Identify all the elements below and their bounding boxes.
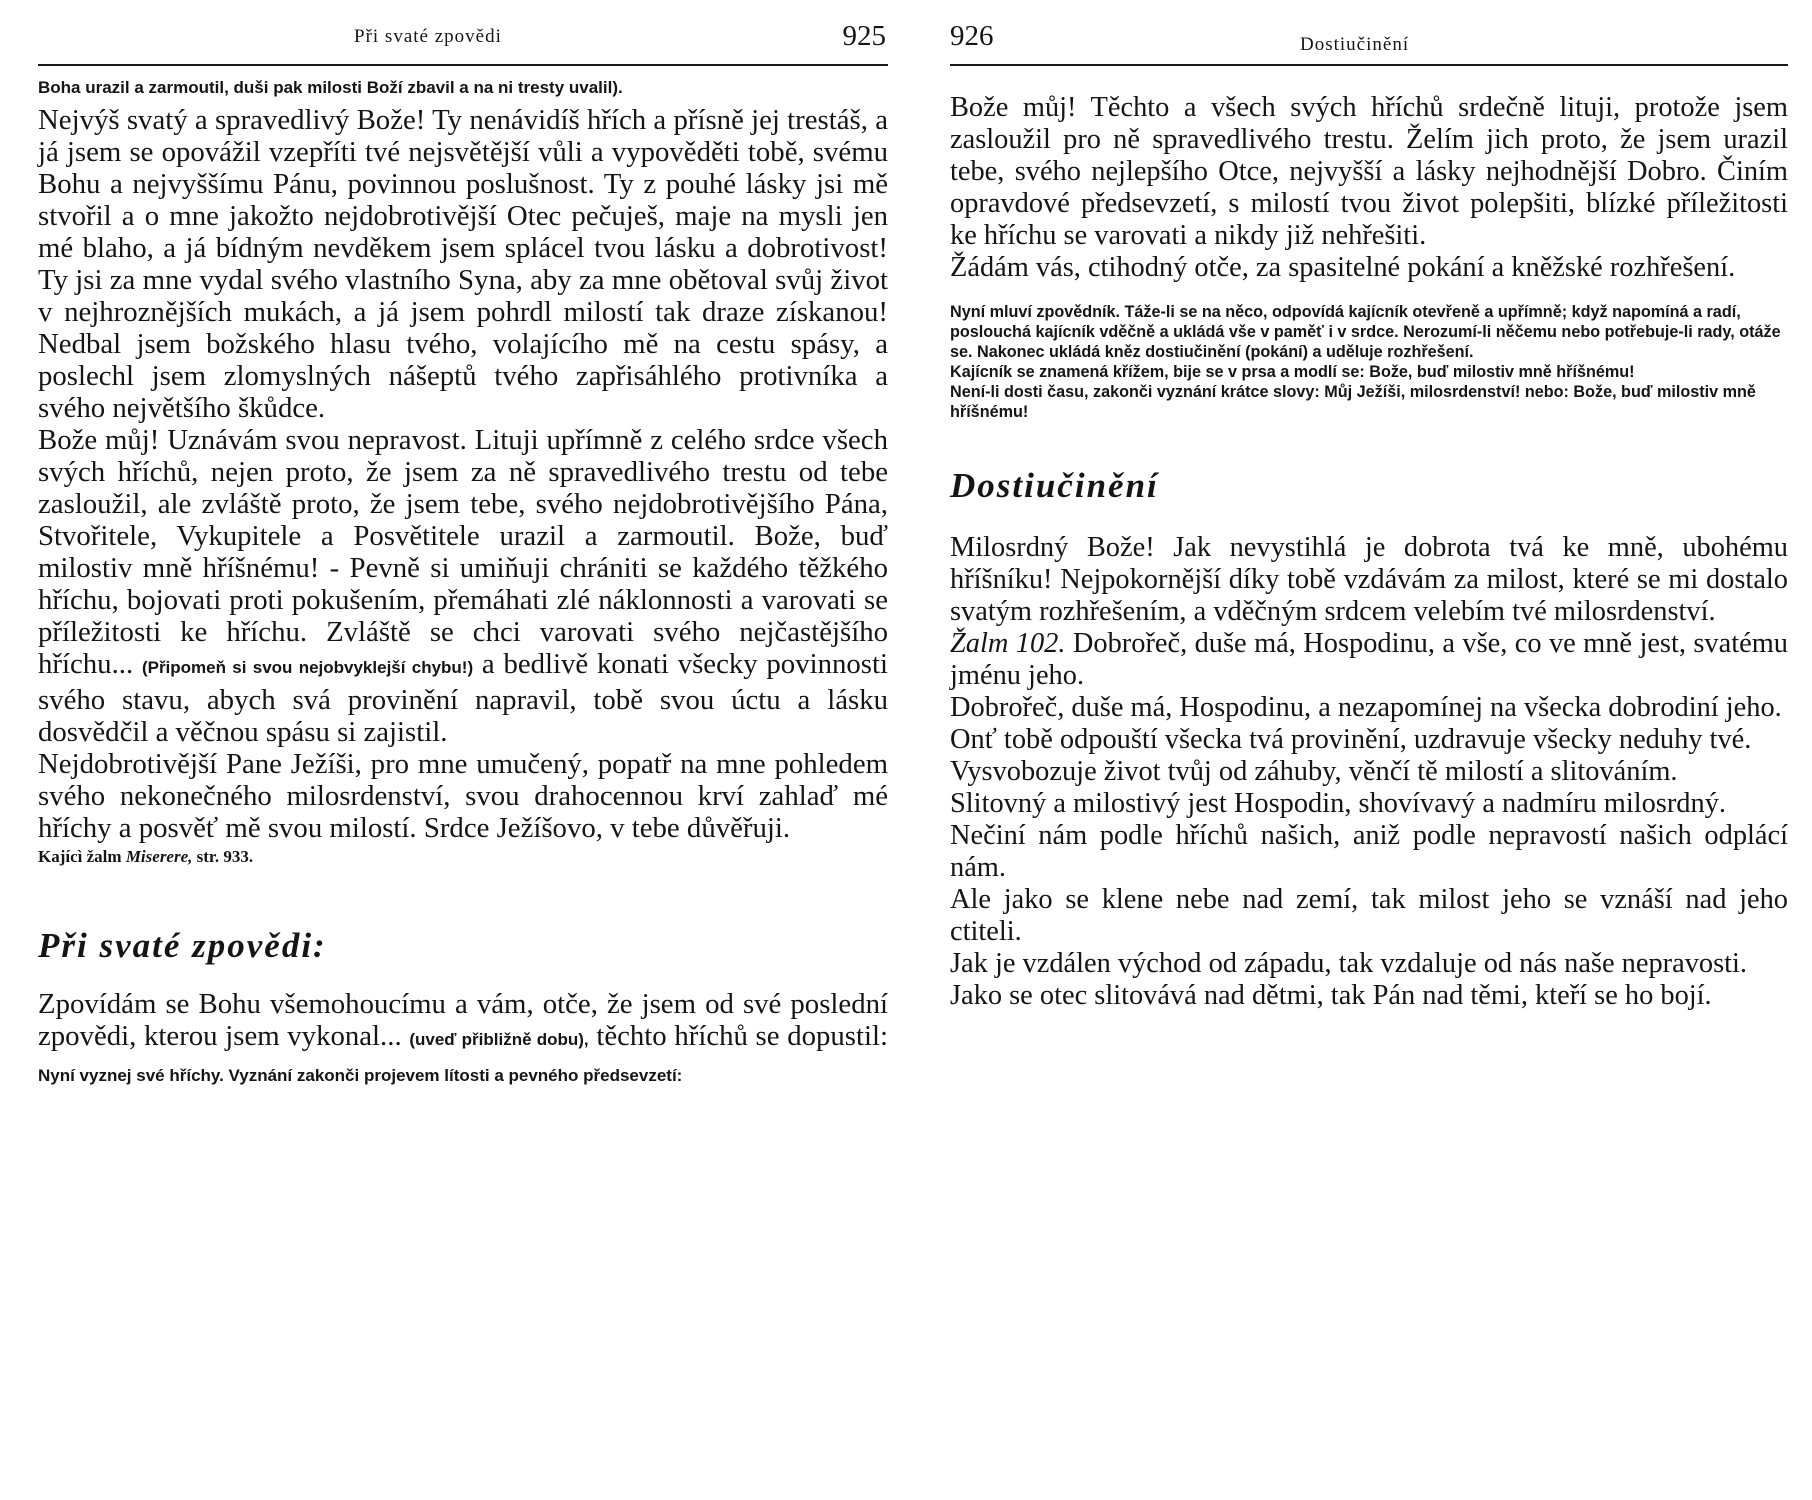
psalm-verse-text: Dobrořeč, duše má, Hospodinu, a vše, co ve mně jest, svatému jménu jeho. (950, 628, 1788, 691)
running-title: Dostiučinění (1300, 34, 1410, 55)
paragraph-text: a bedlivě konati všecky povinnosti svého stavu, abych svá provinění napravil, tobě svou úctu a lásku dosvědčil a věčnou spásu si zajistil. (38, 648, 889, 748)
paragraph: Nejvýš svatý a spravedlivý Bože! Ty nenávidíš hřích a přísně jej trestáš, a já jsem se opovážil vzepříti tvé nejsvětější vůli a vypověděti tobě, svému Bohu a nejvyššímu Pánu, povinnou poslušnost. Ty z pouhé lásky jsi mě stvořil a o mne jakožto nejdobrotivější Otec pečuješ, maje na mysli jen mé blaho, a já bídným nevděkem jsem splácel tvou lásku a dobrotivost! Ty jsi za mne vydal svého vlastního Syna, aby za mne obětoval svůj život v nejhroznějších mukách, a já jsem pohrdl milostí tak draze získanou! Nedbal jsem božského hlasu tvého, volajícího mě na cestu spásy, a poslechl jsem zlomyslných nášeptů tvého zapřisáhlého protivníka a svého největšího škůdce. (38, 104, 888, 424)
running-title: Při svaté zpovědi (354, 26, 502, 47)
rubric-note: Není-li dosti času, zakonči vyznání krátce slovy: Můj Ježíši, milosrdenství! nebo: Bože, buď milostiv mně hříšnému! (950, 383, 1756, 421)
paragraph-text: Zpovídám se Bohu všemohoucímu a vám, otče, že jsem od své poslední zpovědi, kterou jsem vykonal... (38, 988, 888, 1052)
section-heading: Dostiučinění (950, 466, 1159, 505)
psalm-verse: Nečiní nám podle hříchů našich, aniž podle nepravostí našich odplácí nám. (950, 820, 1788, 883)
psalm-reference-suffix: str. 933. (196, 847, 254, 866)
psalm-label: Žalm 102. (950, 628, 1066, 659)
intro-note: Boha urazil a zarmoutil, duši pak milosti Boží zbavil a na ni tresty uvalil). (38, 78, 623, 97)
psalm-verse: Slitovný a milostivý jest Hospodin, shovívavý a nadmíru milosrdný. (950, 788, 1726, 819)
right-text (950, 92, 1788, 1012)
page-number: 925 (842, 20, 886, 52)
section-heading: Při svaté zpovědi: (38, 926, 327, 965)
right-page (950, 18, 1788, 1012)
psalm-verse: Jak je vzdálen východ od západu, tak vzdaluje od nás naše nepravosti. (950, 948, 1748, 979)
paragraph (38, 424, 888, 748)
left-text (38, 78, 888, 1092)
right-running-head (950, 18, 1788, 66)
page-number: 926 (950, 20, 994, 52)
psalm-verse: Ale jako se klene nebe nad zemí, tak milost jeho se vznáší nad jeho ctiteli. (950, 884, 1788, 947)
rubric-note: Nyní mluví zpovědník. Táže-li se na něco, odpovídá kajícník otevřeně a upřímně; když napomíná a radí, poslouchá kajícník vděčně a ukládá vše v paměť i v srdce. Nerozumí-li něčemu nebo potřebuje-li rady, otáže se. Nakonec ukládá kněz dostiučinění (pokání) a uděluje rozhřešení. (950, 303, 1781, 361)
psalm-verse: Onť tobě odpouští všecka tvá provinění, uzdravuje všecky neduhy tvé. (950, 724, 1752, 755)
psalm-reference-prefix: Kajícì žalm (38, 847, 122, 866)
psalm-verse: Vysvobozuje život tvůj od záhuby, věnčí tě milostí a slitováním. (950, 756, 1678, 787)
psalm-verse: Jako se otec slitovává nad dětmi, tak Pán nad těmi, kteří se ho bojí. (950, 980, 1712, 1011)
rubric-note: (Připomeň si svou nejobvyklejší chybu!) (141, 658, 474, 677)
left-page (38, 18, 888, 1092)
psalm-reference-title: Miserere, (125, 847, 193, 866)
psalm-reference (38, 844, 888, 870)
paragraph: Žádám vás, ctihodný otče, za spasitelné pokání a kněžské rozhřešení. (950, 252, 1736, 283)
rubric-note: Kajícník se znamená křížem, bije se v prsa a modlí se: Bože, buď milostiv mně hříšnému! (950, 363, 1635, 381)
paragraph: Nejdobrotivější Pane Ježíši, pro mne umučený, popatř na mne pohledem svého nekonečného milosrdenství, svou drahocennou krví zahlaď mé hříchy a posvěť mě svou milostí. Srdce Ježíšovo, v tebe důvěřuji. (38, 748, 888, 844)
rubric-notes (950, 302, 1788, 422)
paragraph: Bože můj! Těchto a všech svých hříchů srdečně lituji, protože jsem zasloužil pro ně spravedlivého trestu. Želím jich proto, že jsem urazil tebe, svého nejlepšího Otce, nejvyšší a lásky nejhodnější Dobro. Činím opravdové předsevzetí, s milostí tvou život polepšiti, blízké příležitosti ke hříchu se varovati a nikdy již nehřešiti. (950, 92, 1788, 251)
psalm-verse (950, 628, 1788, 692)
psalm-verse: Dobrořeč, duše má, Hospodinu, a nezapomínej na všecka dobrodiní jeho. (950, 692, 1782, 723)
paragraph-text: Bože můj! Uznávám svou nepravost. Lituji upřímně z celého srdce všech svých hříchů, nejen proto, že jsem za ně spravedlivého trestu od tebe zasloužil, ale zvláště proto, že jsem tebe, svého nejdobrotivějšího Pána, Stvořitele, Vykupitele a Posvětitele urazil a zarmoutil. Bože, buď milostiv mně hříšnému! - Pevně si umiňuji chrániti se každého těžkého hříchu, bojovati proti pokušením, přemáhati zlé náklonnosti a varovati se příležitosti ke hříchu. Zvláště se chci varovati svého nejčastějšího hříchu... (38, 424, 888, 680)
paragraph-text: těchto hříchů se dopustil: (596, 1020, 888, 1052)
left-running-head (38, 18, 888, 66)
rubric-note: Nyní vyznej své hříchy. Vyznání zakonči projevem lítosti a pevného předsevzetí: (38, 1066, 683, 1085)
paragraph (38, 988, 888, 1092)
rubric-note: (uveď přibližně dobu), (409, 1030, 589, 1049)
paragraph: Milosrdný Bože! Jak nevystihlá je dobrota tvá ke mně, ubohému hříšníku! Nejpokornější díky tobě vzdávám za milost, které se mi dostalo svatým rozhřešením, a vděčným srdcem velebím tvé milosrdenství. (950, 532, 1788, 627)
